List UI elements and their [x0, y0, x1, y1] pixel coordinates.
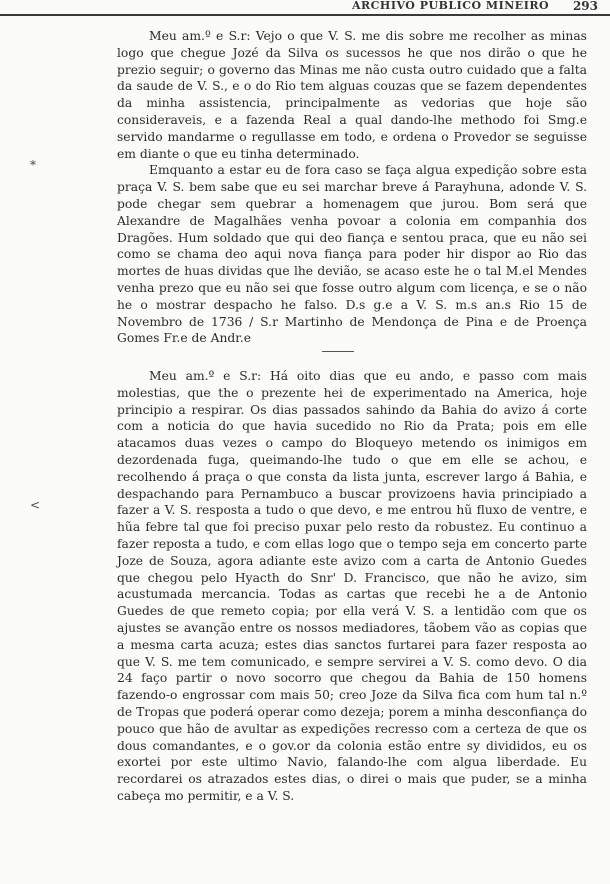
margin-mark: *	[30, 158, 36, 172]
paragraph: Meu am.º e S.r: Há oito dias que eu ando, e passo com mais molestias, que the o prezente hei de experimentado na America, hoje principio a respirar. Os dias passados sahindo da Bahia do avizo á corte com a noticia do que havia sucedido no Rio da Prata; pois em elle atacamos duas vezes o campo do Bloqueyo metendo os inimigos em dezordenada fuga, queimando-lhe tudo o que em elle se achou, e recolhendo á praça o que consta da lista junta, escrever largo á Bahia, e despachando para Pernambuco a buscar provizoens havia principiado a fazer a V. S. resposta a tudo o que devo, e me entrou hũ fluxo de ventre, e hũa febre tal que foi preciso puxar pelo resto da robustez. Eu continuo a fazer reposta a tudo, e com ellas logo que o tempo seja em concerto parte Joze de Souza, agora adiante este avizo com a carta de Antonio Guedes que chegou pelo Hyacth do Snr' D. Francisco, que não he avizo, sim acustumada mercancia. Todas as cartas que recebi he a de Antonio Guedes de que remeto copia; por ella verá V. S. a lentidão com que os ajustes se avanção entre os nossos mediadores, tãobem vão as copias que a mesma carta acuza; estes dias sanctos furtarei para fazer resposta ao que V. S. me tem comunicado, e sempre servirei a V. S. como devo. O dia 24 faço partir o novo socorro que chegou da Bahia de 150 homens fazendo-o engrossar com mais 50; creo Joze da Silva fica com hum tal n.º de Tropas que poderá operar como dezeja; porem a minha desconfiança do pouco que hão de avultar as expedições recresso com a certeza de que os dous comandantes, e o gov.or da colonia estão entre sy divididos, eu os exortei por este ultimo Navio, falando-lhe com algua liberdade. Eu recordarei os atrazados estes dias, o direi o mais que puder, se a minha cabeça mo permitir, e a V. S.	[117, 369, 587, 803]
margin-mark: <	[30, 498, 41, 512]
running-head: ARCHIVO PUBLICO MINEIRO	[352, 0, 550, 12]
page-number: 293	[572, 0, 598, 13]
header-rule	[0, 14, 610, 16]
paragraph: Meu am.º e S.r: Vejo o que V. S. me dis sobre me recolher as minas logo que chegue Jozé da Silva os sucessos he que nos dirão o que he prezio seguir; o governo das Minas me não custa outro cuidado que a falta da saude de V. S., e o do Rio tem alguas couzas que se fazem dependentes da minha assistencia, principalmente as vedorias que hoje são consideraveis, e a fazenda Real a qual dando-lhe methodo foi Smg.e servido mandarme o regullasse em todo, e ordena o Provedor se seguisse em diante o que eu tinha determinado.	[117, 29, 587, 161]
paragraph: Emquanto a estar eu de fora caso se faça algua expedição sobre esta praça V. S. bem sabe que eu sei marchar breve á Parayhuna, adonde V. S. pode chegar sem quebrar a homenagem que jurou. Bom será que Alexandre de Magalhães venha povoar a colonia em companhia dos Dragões. Hum soldado que qui deo fiança e sentou praca, que eu não sei como se chama deo aqui nova fiança para poder hir dispor ao Rio das mortes de huas dividas que lhe devião, se acaso este he o tal M.el Mendes venha prezo que eu não sei que fosse outro algum com licença, e se o não he o mostrar despacho he falso. D.s g.e a V. S. m.s an.s Rio 15 de Novembro de 1736 / S.r Martinho de Mendonça de Pina e de Proença Gomes Fr.e de Andr.e	[117, 163, 587, 346]
letter-1	[117, 28, 587, 347]
letter-2	[117, 368, 587, 805]
separator-rule	[322, 351, 354, 352]
